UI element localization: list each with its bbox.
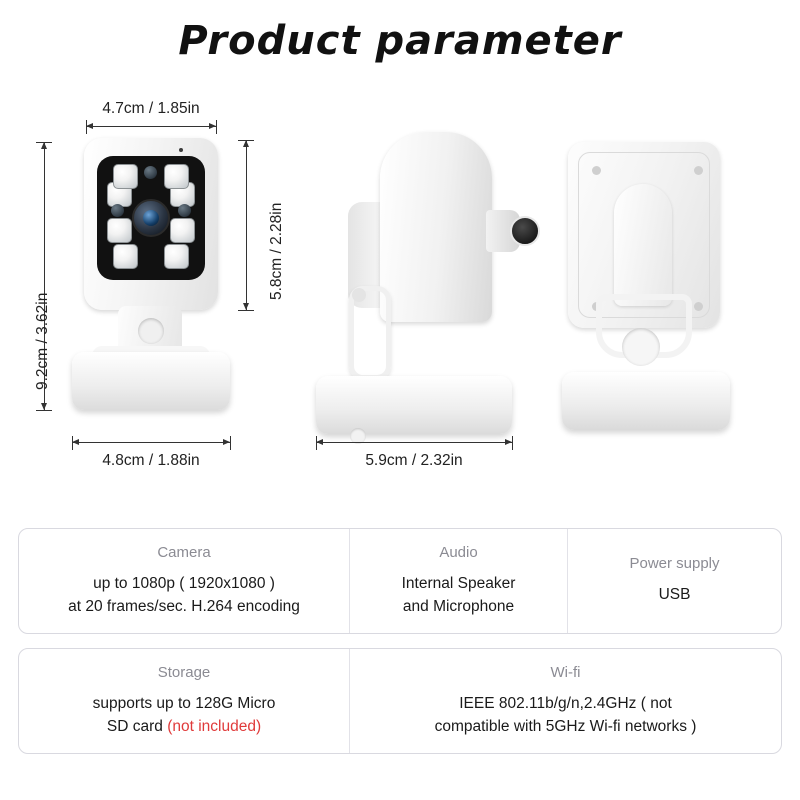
led-icon (107, 218, 132, 243)
dim-label-side-base-depth: 5.9cm / 2.32in (365, 452, 463, 469)
spec-value-line: IEEE 802.11b/g/n,2.4GHz ( not (459, 695, 672, 713)
spec-value-line: supports up to 128G Micro (92, 695, 276, 713)
dim-arrow (243, 303, 249, 310)
spec-value-line: up to 1080p ( 1920x1080 ) (93, 575, 275, 593)
dim-arrow (209, 123, 216, 129)
screw-icon (694, 166, 703, 175)
dim-arrow (243, 140, 249, 147)
spec-value-line: USB (658, 586, 691, 604)
dim-arrow (41, 142, 47, 149)
spec-header-audio: Audio (439, 544, 478, 562)
spec-header-camera: Camera (157, 544, 211, 562)
camera-lens-icon (132, 199, 170, 237)
camera-back-pivot-hole (622, 328, 660, 366)
dim-tick (238, 140, 254, 141)
spec-card-row2 (18, 648, 782, 754)
dim-label-front-body-height: 5.8cm / 2.28in (268, 202, 285, 300)
spec-header-power-supply: Power supply (629, 555, 720, 573)
dim-tick (36, 142, 52, 143)
spec-header-wifi: Wi-fi (550, 664, 581, 682)
dim-arrow (505, 439, 512, 445)
led-icon (170, 218, 195, 243)
ir-sensor-icon (178, 204, 191, 217)
dim-tick (230, 436, 231, 450)
dim-arrow (86, 123, 93, 129)
dim-tick (216, 120, 217, 134)
spec-value-wifi (435, 693, 697, 738)
ir-sensor-icon (144, 166, 157, 179)
microphone-hole-icon (179, 148, 183, 152)
led-icon (164, 244, 189, 269)
page-title: Product parameter (178, 18, 622, 64)
camera-front-housing (84, 138, 218, 310)
dim-tick (238, 310, 254, 311)
dim-label-front-total-height: 9.2cm / 3.62in (34, 292, 51, 390)
dim-arrow (316, 439, 323, 445)
dim-arrow (41, 403, 47, 410)
dim-line-front-base-width (72, 442, 230, 443)
camera-front-base (72, 352, 230, 410)
spec-value-audio (402, 573, 516, 618)
camera-back-base (562, 372, 730, 430)
spec-header-storage: Storage (157, 664, 211, 682)
spec-cell-storage (19, 649, 349, 753)
dim-tick (72, 436, 73, 450)
dim-arrow (72, 439, 79, 445)
screw-icon (592, 166, 601, 175)
dim-line-front-width (86, 126, 216, 127)
spec-value-storage (93, 693, 276, 738)
led-icon (113, 164, 138, 189)
dim-tick (36, 410, 52, 411)
spec-card-row1 (18, 528, 782, 634)
camera-side-port-icon (510, 216, 540, 246)
camera-front-faceplate (97, 156, 205, 280)
spec-cell-audio (349, 529, 567, 633)
dim-arrow (223, 439, 230, 445)
camera-side-base (316, 376, 512, 434)
product-images-area (0, 90, 800, 510)
dim-tick (316, 436, 317, 450)
dim-line-front-body-height (246, 140, 247, 310)
spec-value-line: SD card (106, 717, 163, 735)
led-icon (164, 164, 189, 189)
spec-value-line: at 20 frames/sec. H.264 encoding (68, 597, 300, 615)
spec-value-line: compatible with 5GHz Wi-fi networks ) (434, 717, 697, 735)
screw-icon (694, 302, 703, 311)
ir-sensor-icon (111, 204, 124, 217)
spec-value-power-supply (659, 584, 691, 606)
spec-note-not-included: (not included) (167, 717, 262, 735)
spec-value-camera (68, 573, 300, 618)
led-icon (113, 244, 138, 269)
dim-tick (512, 436, 513, 450)
spec-value-line: and Microphone (402, 597, 515, 615)
camera-back-mount-plate (614, 184, 672, 306)
spec-cell-camera (19, 529, 349, 633)
dim-tick (86, 120, 87, 134)
camera-side-housing (380, 132, 492, 322)
camera-front-pivot-hole (138, 318, 164, 344)
dim-label-front-base-width: 4.8cm / 1.88in (102, 452, 200, 469)
camera-side-bracket-pivot (352, 288, 366, 302)
camera-lens-glass (143, 210, 159, 226)
spec-value-line-with-note (93, 716, 276, 738)
dim-label-front-width: 4.7cm / 1.85in (102, 100, 200, 117)
dim-line-side-base-depth (316, 442, 512, 443)
spec-cell-power-supply (567, 529, 781, 633)
spec-cell-wifi (349, 649, 781, 753)
spec-value-line: Internal Speaker (401, 575, 516, 593)
